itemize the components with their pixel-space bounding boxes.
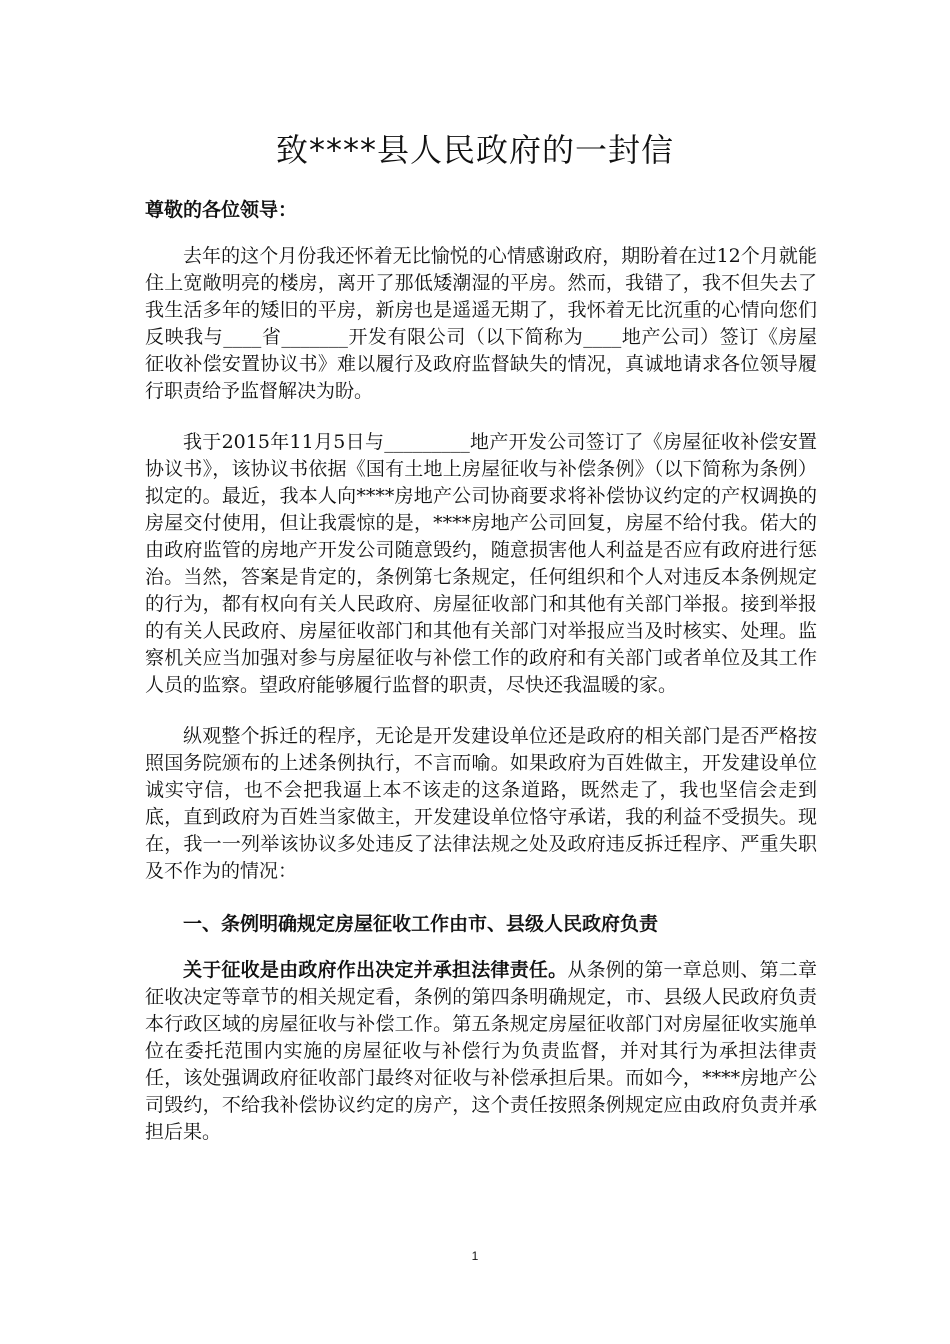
paragraph-body-text: 从条例的第一章总则、第二章征收决定等章节的相关规定看，条例的第四条明确规定，市、县级人民政府负责本行政区域的房屋征收与补偿工作。第五条规定房屋征收部门对房屋征收实施单位在委托范围内实施的房屋征收与补偿行为负责监督，并对其行为承担法律责任，该处强调政府征收部门最终对征收与补偿承担后果。而如今，****房地产公司毁约，不给我补偿协议约定的房产，这个责任按照条例规定应由政府负责并承担后果。 xyxy=(145,959,817,1143)
section-heading-1: 一、条例明确规定房屋征收工作由市、县级人民政府负责 xyxy=(183,913,659,935)
letter-title: 致****县人民政府的一封信 xyxy=(275,131,674,169)
paragraph-lead-sentence: 关于征收是由政府作出决定并承担法律责任。 xyxy=(183,959,568,981)
paragraph-overview: 纵观整个拆迁的程序，无论是开发建设单位还是政府的相关部门是否严格按照国务院颁布的上述条例执行，不言而喻。如果政府为百姓做主，开发建设单位诚实守信，也不会把我逼上本不该走的这条道路，既然走了，我也坚信会走到底，直到政府为百姓当家做主，开发建设单位恪守承诺，我的利益不受损失。现在，我一一列举该协议多处违反了法律法规之处及政府违反拆迁程序、严重失职及不作为的情况： xyxy=(145,725,817,882)
paragraph-agreement: 我于2015年11月5日与_________地产开发公司签订了《房屋征收补偿安置协议书》，该协议书依据《国有土地上房屋征收与补偿条例》（以下简称为条例）拟定的。最近，我本人向****房地产公司协商要求将补偿协议约定的产权调换的房屋交付使用，但让我震惊的是，****房地产公司回复，房屋不给付我。偌大的由政府监管的房地产开发公司随意毁约，随意损害他人利益是否应有政府进行惩治。当然，答案是肯定的，条例第七条规定，任何组织和个人对违反本条例规定的行为，都有权向有关人民政府、房屋征收部门和其他有关部门举报。接到举报的有关人民政府、房屋征收部门和其他有关部门对举报应当及时核实、处理。监察机关应当加强对参与房屋征收与补偿工作的政府和有关部门或者单位及其工作人员的监察。望政府能够履行监督的职责，尽快还我温暖的家。 xyxy=(145,431,817,696)
page-number: 1 xyxy=(471,1249,479,1263)
salutation: 尊敬的各位领导： xyxy=(145,199,298,221)
letter-body xyxy=(145,195,817,1170)
paragraph-intro: 去年的这个月份我还怀着无比愉悦的心情感谢政府，期盼着在过12个月就能住上宽敞明亮的楼房，离开了那低矮潮湿的平房。然而，我错了，我不但失去了我生活多年的矮旧的平房，新房也是遥遥无期了，我怀着无比沉重的心情向您们反映我与____省_______开发有限公司（以下简称为____地产公司）签订《房屋征收补偿安置协议书》难以履行及政府监督缺失的情况，真诚地请求各位领导履行职责给予监督解决为盼。 xyxy=(145,245,817,402)
paragraph-responsibility xyxy=(145,957,817,1146)
